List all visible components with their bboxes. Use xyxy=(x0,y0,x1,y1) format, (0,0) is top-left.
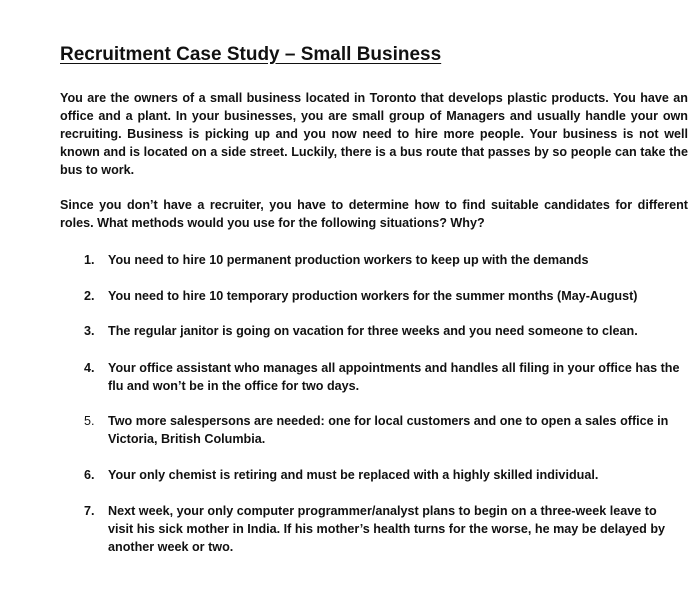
list-item xyxy=(84,502,684,556)
list-item xyxy=(84,359,684,395)
item-number: 4. xyxy=(84,361,95,375)
list-item xyxy=(84,287,684,305)
list-item xyxy=(84,322,684,340)
list-item xyxy=(84,412,684,448)
item-number: 5. xyxy=(84,414,95,428)
item-text: The regular janitor is going on vacation for three weeks and you need someone to clean. xyxy=(108,324,638,338)
item-number: 1. xyxy=(84,253,95,267)
intro-paragraph: You are the owners of a small business located in Toronto that develops plastic products. You have an office and a plant. In your businesses, you are small group of Managers and usually handle your own recruiting. Business is picking up and you now need to hire more people. Your business is not well known and is located on a side street. Luckily, there is a bus route that passes by so people can take the bus to work. xyxy=(60,91,688,177)
list-item xyxy=(84,466,684,484)
document-title: Recruitment Case Study – Small Business xyxy=(60,44,442,65)
item-text: You need to hire 10 temporary production workers for the summer months (May-August) xyxy=(108,289,638,303)
item-text: Your only chemist is retiring and must be replaced with a highly skilled individual. xyxy=(108,468,599,482)
item-text: Two more salespersons are needed: one for local customers and one to open a sales office in Victoria, British Columbia. xyxy=(108,414,669,446)
item-number: 2. xyxy=(84,289,95,303)
item-text: Your office assistant who manages all appointments and handles all filing in your office has the flu and won’t be in the office for two days. xyxy=(108,361,680,393)
item-number: 3. xyxy=(84,324,95,338)
item-text: Next week, your only computer programmer/analyst plans to begin on a three-week leave to visit his sick mother in India. If his mother’s health turns for the worse, he may be delayed by another week or two. xyxy=(108,504,666,554)
item-text: You need to hire 10 permanent production workers to keep up with the demands xyxy=(108,253,589,267)
question-paragraph: Since you don’t have a recruiter, you have to determine how to find suitable candidates for different roles. What methods would you use for the following situations? Why? xyxy=(60,198,688,230)
item-number: 7. xyxy=(84,504,95,518)
list-item xyxy=(84,251,684,269)
item-number: 6. xyxy=(84,468,95,482)
